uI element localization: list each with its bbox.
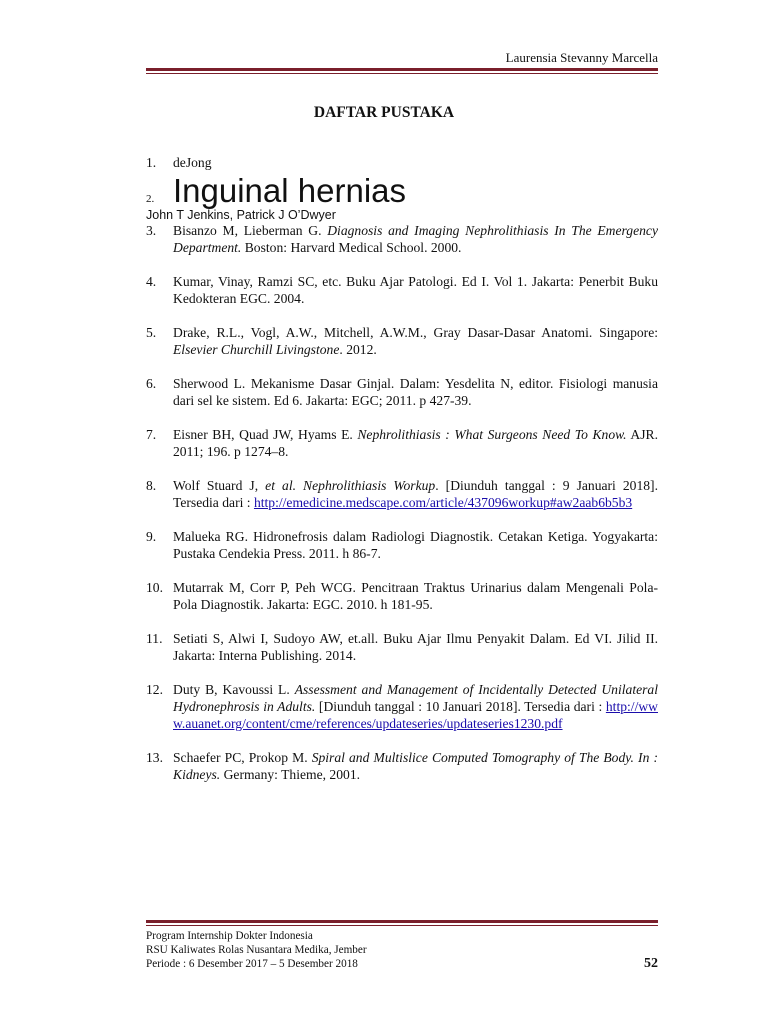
reference-text: Schaefer PC, Prokop M. Spiral and Multislice Computed Tomography of The Body. In : Kidneys. Germany: Thieme, 2001. <box>173 750 658 782</box>
reference-number: 2. <box>146 193 155 205</box>
footer <box>146 929 658 971</box>
reference-item <box>146 375 658 409</box>
reference-item <box>146 426 658 460</box>
reference-number: 4. <box>146 274 157 289</box>
reference-number: 8. <box>146 478 157 493</box>
reference-authors: John T Jenkins, Patrick J O’Dwyer <box>146 208 336 222</box>
page-number: 52 <box>644 956 658 971</box>
reference-number: 6. <box>146 376 157 391</box>
reference-item-13 <box>146 749 658 783</box>
header-rule <box>146 68 658 74</box>
reference-link[interactable]: http://www.auanet.org/content/cme/references/updateseries/updateseries1230.pdf <box>173 699 658 731</box>
reference-big-title: Inguinal hernias <box>173 172 406 209</box>
reference-text: Malueka RG. Hidronefrosis dalam Radiologi Diagnostik. Cetakan Ketiga. Yogyakarta: Pustaka Cendekia Press. 2011. h 86-7. <box>173 529 658 561</box>
reference-item-1 <box>146 154 658 171</box>
reference-number: 1. <box>146 155 157 170</box>
reference-number: 9. <box>146 529 157 544</box>
reference-text: Bisanzo M, Lieberman G. Diagnosis and Imaging Nephrolithiasis In The Emergency Department. Boston: Harvard Medical School. 2000. <box>173 223 658 255</box>
reference-item-8 <box>146 477 658 511</box>
reference-number: 12. <box>146 682 163 697</box>
header-author: Laurensia Stevanny Marcella <box>505 50 658 65</box>
footer-period: Periode : 6 Desember 2017 – 5 Desember 2018 <box>146 958 358 970</box>
reference-text: Eisner BH, Quad JW, Hyams E. Nephrolithiasis : What Surgeons Need To Know. AJR. 2011; 196. p 1274–8. <box>173 427 658 459</box>
reference-number: 10. <box>146 580 163 595</box>
reference-item-2 <box>146 173 658 209</box>
footer-program: Program Internship Dokter Indonesia <box>146 930 313 942</box>
reference-text: Mutarrak M, Corr P, Peh WCG. Pencitraan Traktus Urinarius dalam Mengenali Pola-Pola Diagnostik. Jakarta: EGC. 2010. h 181-95. <box>173 580 658 612</box>
reference-item <box>146 324 658 358</box>
reference-item-12 <box>146 681 658 732</box>
reference-number: 13. <box>146 750 163 765</box>
reference-number: 7. <box>146 427 157 442</box>
reference-text: Drake, R.L., Vogl, A.W., Mitchell, A.W.M., Gray Dasar-Dasar Anatomi. Singapore: Elsevier Churchill Livingstone. 2012. <box>173 325 658 357</box>
reference-link[interactable]: http://emedicine.medscape.com/article/437096workup#aw2aab6b5b3 <box>253 495 633 510</box>
reference-item <box>146 222 658 256</box>
reference-text: Duty B, Kavoussi L. Assessment and Management of Incidentally Detected Unilateral Hydronephrosis in Adults. [Diunduh tanggal : 10 Januari 2018]. Tersedia dari : http://www.auanet.org/content/cme/references/updateseries/updateseries1230.pdf <box>173 682 659 731</box>
reference-number: 3. <box>146 223 157 238</box>
reference-item <box>146 579 658 613</box>
reference-item <box>146 630 658 664</box>
reference-list <box>146 154 658 800</box>
reference-number: 11. <box>146 631 163 646</box>
reference-item <box>146 273 658 307</box>
reference-item <box>146 528 658 562</box>
reference-number: 5. <box>146 325 157 340</box>
reference-text: Setiati S, Alwi I, Sudoyo AW, et.all. Buku Ajar Ilmu Penyakit Dalam. Ed VI. Jilid II. Jakarta: Interna Publishing. 2014. <box>173 631 658 663</box>
reference-text: Wolf Stuard J, et al. Nephrolithiasis Workup. [Diunduh tanggal : 9 Januari 2018]. Tersedia dari : http://emedicine.medscape.com/article/437096workup#aw2aab6b5b3 <box>173 478 658 510</box>
footer-hospital: RSU Kaliwates Rolas Nusantara Medika, Jember <box>146 944 367 956</box>
page-title: DAFTAR PUSTAKA <box>313 104 455 121</box>
reference-text: Kumar, Vinay, Ramzi SC, etc. Buku Ajar Patologi. Ed I. Vol 1. Jakarta: Penerbit Buku Kedokteran EGC. 2004. <box>173 274 658 306</box>
reference-text: Sherwood L. Mekanisme Dasar Ginjal. Dalam: Yesdelita N, editor. Fisiologi manusia dari sel ke sistem. Ed 6. Jakarta: EGC; 2011. p 427-39. <box>173 376 658 408</box>
footer-rule <box>146 920 658 926</box>
reference-text: deJong <box>173 155 212 170</box>
